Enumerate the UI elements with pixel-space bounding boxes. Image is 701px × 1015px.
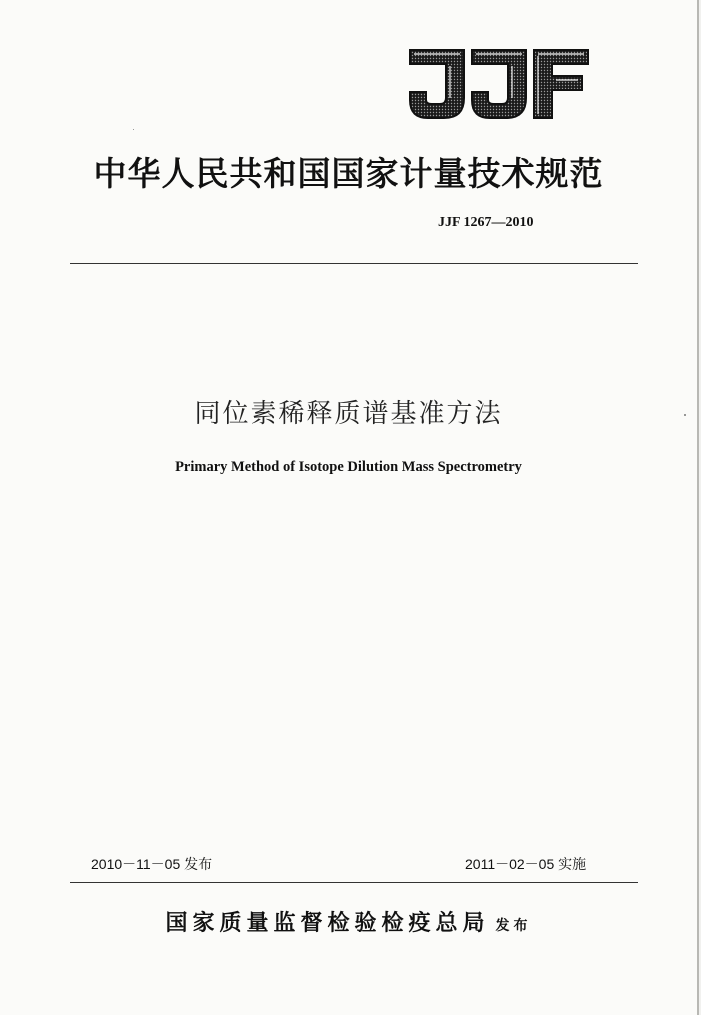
publisher-suffix: 发布 (495, 918, 532, 934)
english-title: Primary Method of Isotope Dilution Mass Spectrometry (175, 459, 522, 475)
publisher-line (0, 906, 697, 937)
logo-letter-j2 (472, 50, 526, 118)
standard-number: JJF 1267—2010 (438, 215, 534, 230)
publisher-name: 国家质量监督检验检疫总局 (165, 910, 490, 936)
logo-letter-f (534, 50, 588, 118)
chinese-title: 同位素稀释质谱基准方法 (194, 399, 503, 429)
jjf-logo (408, 48, 590, 120)
divider-bottom (70, 882, 638, 883)
document-main-title: 中华人民共和国国家计量技术规范 (93, 154, 604, 193)
scan-speck (684, 414, 686, 416)
logo-letter-j1 (410, 50, 464, 118)
scan-speck (133, 129, 134, 130)
divider-top (70, 263, 638, 264)
implementation-date: 2011－02－05 实施 (465, 856, 587, 872)
issue-date: 2010－11－05 发布 (91, 856, 213, 872)
